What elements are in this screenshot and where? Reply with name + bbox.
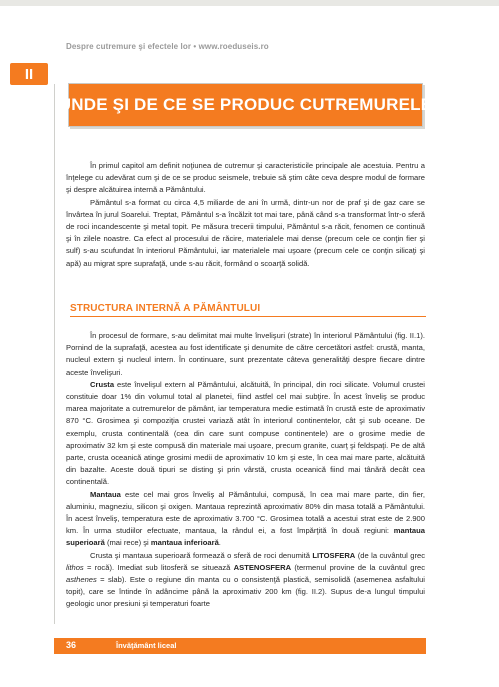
footer-label: Învăţământ liceal: [116, 641, 177, 650]
chapter-tab: II: [10, 63, 48, 85]
running-header: Despre cutremure şi efectele lor • www.roeduseis.ro: [66, 42, 269, 51]
crusta-text: este învelişul extern al Pământului, alcătuită, în principal, din roci silicate. Volumul crustei constituie doar 1% din volumul total al planetei, fiind astfel cel mai subţire. În acest înveliş se produc marea majoritate a cutremurelor de pământ, iar temperatura medie estimată în crustă este de aproximativ 870 °C. Grosimea şi compoziţia crustei variază atât în interiorul continentelor, cât şi sub oceane. De exemplu, crusta continentală (cea din care sunt compuse continentele) are o grosime medie de aproximativ 32 km şi este compusă din materiale mai uşoare, precum granite, cuarţ şi feldspaţi. Pe de altă parte, crusta oceanică atinge grosimi medii de aproximativ 10 km şi este, în cea mai mare parte, alcătuită din bazalte. Aceste două tipuri se disting şi prin vârstă, crusta oceanică fiind mai tânără decât cea continentală.: [66, 379, 425, 487]
mantaua-text-a: este cel mai gros înveliş al Pământului, compusă, în cea mai mare parte, din fier, aluminiu, magneziu, silicon şi oxigen. Mantaua reprezintă aproximativ 80% din masa totală a Pământului. În acest înveliş, temperatura este de aproximativ 3.700 °C. Grosimea totală a acestui strat este de 2.900 km. În urma studiilor efectuate, mantaua, la rândul ei, a fost împărţită în două regiuni:: [66, 489, 425, 536]
term-asthenes: asthenes: [66, 575, 97, 585]
lito-text-e: = slab). Este o regiune din manta cu o consistenţă plastică, semisolidă (asemenea asfaltului topit), care se întinde în adâncime până la aproximativ 200 km (fig. II.2). Supus de-a lungul timpului geologic unor presiuni şi temperaturi foarte: [66, 575, 425, 609]
term-crusta: Crusta: [90, 379, 115, 389]
intro-paragraph-2: Pământul s-a format cu circa 4,5 miliarde de ani în urmă, dintr-un nor de praf şi de gaz care se învârtea în jurul Soarelui. Treptat, Pământul s-a încălzit tot mai tare, până când s-a transformat într-o sferă de roci incandescente şi metal topit. Pe măsura trecerii timpului, Pământul s-a răcit, fenomen ce continuă şi în zilele noastre. Ca efect al procesului de răcire, materialele mai dense (precum cele ce conţin fier şi sulf) s-au scufundat în interiorul Pământului, iar materialele mai uşoare (precum cele ce conţin silicaţi şi apă) au migrat spre suprafaţă, unde s-au răcit, formând o scoarţă solidă.: [66, 197, 425, 268]
term-mantaua-superioara: mantaua superioară: [66, 526, 425, 548]
section-paragraph-litosfera: [66, 550, 425, 611]
lito-text-d: (termenul provine de la cuvântul grec: [291, 562, 425, 572]
chapter-title: UNDE ŞI DE CE SE PRODUC CUTREMURELE: [58, 95, 433, 114]
section-paragraph-mantaua: [66, 489, 425, 550]
section-paragraph-1: În procesul de formare, s-au delimitat mai multe învelişuri (strate) în interiorul Pământului (fig. II.1). Pornind de la suprafaţă, acestea au fost identificate şi denumite de către cercetători astfel: crustă, manta, nucleul extern şi nucleul intern. În continuare, sunt prezentate câteva generalităţi despre fiecare dintre aceste învelişuri.: [66, 331, 425, 377]
term-mantaua: Mantaua: [90, 489, 121, 499]
term-litosfera: LITOSFERA: [312, 550, 356, 560]
lito-text-a: Crusta şi mantaua superioară formează o sferă de roci denumită: [90, 550, 313, 560]
term-astenosfera: ASTENOSFERA: [233, 562, 292, 572]
section-text: [66, 330, 425, 611]
top-strip: [0, 0, 499, 6]
term-lithos: lithos: [66, 562, 84, 572]
margin-rule: [54, 84, 55, 624]
mantaua-text-c: .: [218, 538, 221, 548]
intro-paragraph-1: În primul capitol am definit noţiunea de cutremur şi caracteristicile principale ale acestuia. Pentru a înţelege cu adevărat cum şi de ce se produc seismele, trebuie să ştim câte ceva despre modul de formare şi despre alcătuirea internă a Pământului.: [66, 161, 425, 195]
section-heading: STRUCTURA INTERNĂ A PĂMÂNTULUI: [70, 303, 426, 317]
intro-text: [66, 160, 425, 270]
section-paragraph-crusta: [66, 379, 425, 489]
lito-text-c: = rocă). Imediat sub litosferă se situează: [83, 562, 234, 572]
term-mantaua-inferioara: mantaua inferioară: [150, 538, 219, 548]
footer-bar: [54, 638, 426, 654]
chapter-title-banner: [58, 83, 433, 127]
lito-text-b: (de la cuvântul grec: [355, 550, 426, 560]
page-number: 36: [66, 640, 77, 650]
mantaua-text-b: (mai rece) şi: [104, 538, 151, 548]
